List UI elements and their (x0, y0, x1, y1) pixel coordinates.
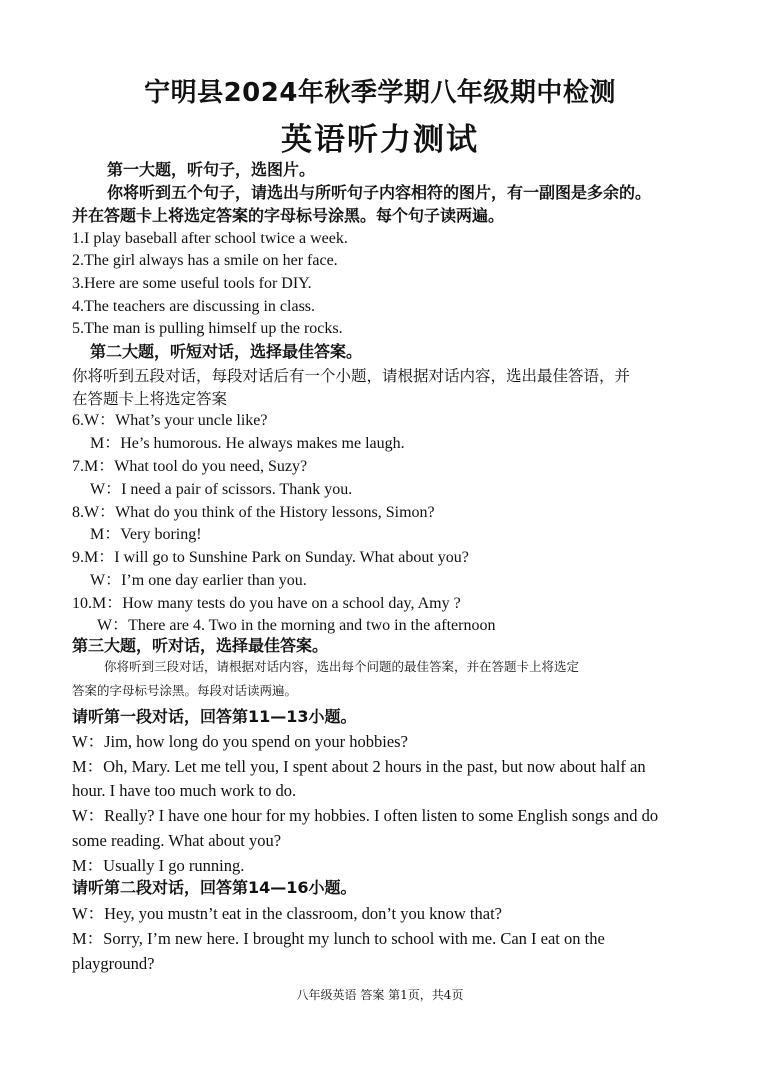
page-title: 宁明县2024年秋季学期八年级期中检测 (144, 78, 616, 108)
list-item: 2.The girl always has a smile on her face. (72, 252, 338, 269)
dialog-line: W：Hey, you mustn’t eat in the classroom, don’t you know that? (72, 904, 502, 923)
dialog-line: 10.M：How many tests do you have on a school day, Amy ? (72, 595, 461, 612)
part1-instruction: 并在答题卡上将选定答案的字母标号涂黑。每个句子读两遍。 (72, 206, 505, 225)
dialog-line: 6.W：What’s your uncle like? (72, 412, 268, 429)
dialog-line: 9.M：I will go to Sunshine Park on Sunday. What about you? (72, 549, 469, 566)
dialog-line: W：Jim, how long do you spend on your hobbies? (72, 732, 408, 751)
dialog-line: M：Very boring! (90, 526, 202, 543)
dialog-line: M：Sorry, I’m new here. I brought my lunch to school with me. Can I eat on the (72, 929, 605, 948)
part3-instruction: 你将听到三段对话，请根据对话内容，选出每个问题的最佳答案，并在答题卡上将选定 (104, 659, 580, 674)
dialog-line: W：Really? I have one hour for my hobbies. I often listen to some English songs and do (72, 806, 659, 825)
dialog-line: M：Usually I go running. (72, 856, 245, 875)
list-item: 4.The teachers are discussing in class. (72, 298, 316, 315)
part2-heading: 第二大题，听短对话，选择最佳答案。 (90, 342, 363, 361)
dialog-line: hour. I have too much work to do. (72, 781, 297, 800)
dialog-line: W：There are 4. Two in the morning and two in the afternoon (97, 617, 496, 634)
dialog-line: some reading. What about you? (72, 831, 282, 850)
list-item: 3.Here are some useful tools for DIY. (72, 275, 312, 292)
list-item: 5.The man is pulling himself up the rocks. (72, 320, 343, 337)
part3-heading: 第三大题，听对话，选择最佳答案。 (72, 636, 329, 655)
part2-instruction: 你将听到五段对话，每段对话后有一个小题，请根据对话内容，选出最佳答语，并 (72, 367, 631, 385)
page-footer: 八年级英语 答案 第1页，共4页 (296, 988, 464, 1002)
list-item: 1.I play baseball after school twice a week. (72, 230, 348, 247)
part2-instruction: 在答题卡上将选定答案 (72, 390, 228, 408)
dialog-line: 8.W：What do you think of the History lessons, Simon? (72, 504, 435, 521)
dialog-line: W：I need a pair of scissors. Thank you. (90, 481, 353, 498)
dialog-line: playground? (72, 954, 155, 973)
dialog-line: W：I’m one day earlier than you. (90, 572, 307, 589)
dialog-line: M：He’s humorous. He always makes me laugh. (90, 435, 405, 452)
dialog1-heading: 请听第一段对话，回答第11—13小题。 (72, 707, 357, 726)
dialog-line: M：Oh, Mary. Let me tell you, I spent about 2 hours in the past, but now about half an (72, 757, 646, 776)
part3-instruction: 答案的字母标号涂黑。每段对话读两遍。 (72, 683, 298, 698)
dialog-line: 7.M：What tool do you need, Suzy? (72, 458, 308, 475)
part1-instruction: 你将听到五个句子，请选出与所听句子内容相符的图片，有一副图是多余的。 (107, 183, 652, 202)
part1-heading: 第一大题，听句子，选图片。 (107, 160, 316, 179)
dialog2-heading: 请听第二段对话，回答第14—16小题。 (72, 878, 357, 897)
page-subtitle: 英语听力测试 (281, 122, 479, 158)
